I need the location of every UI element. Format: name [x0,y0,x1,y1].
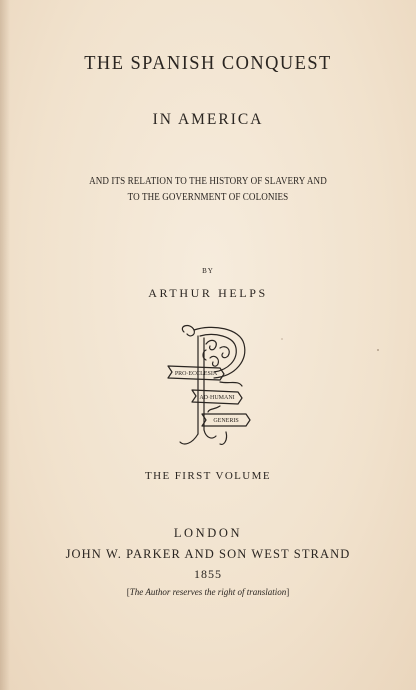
rights-close-bracket: ] [286,587,290,597]
paper-speck [281,338,283,340]
description-line-1: AND ITS RELATION TO THE HISTORY OF SLAVERY AND [89,176,327,187]
translation-rights-note [0,587,416,597]
rights-open-bracket: [ [126,587,130,597]
device-ribbon-text-3: GENERIS [213,418,239,424]
paper-speck [377,349,379,351]
printers-device-emblem-icon [162,322,254,452]
publication-year: 1855 [194,567,222,581]
book-title: THE SPANISH CONQUEST [84,52,332,74]
device-ribbon-text-2: AD·HUMANI [199,395,235,401]
description-line-2: TO THE GOVERNMENT OF COLONIES [127,192,289,203]
book-subtitle: IN AMERICA [152,111,264,128]
device-ribbon-text-1: PRO·ECCLESIA [174,371,218,377]
by-label: BY [202,267,214,275]
volume-label: THE FIRST VOLUME [145,470,271,482]
rights-text: The Author reserves the right of translation [129,587,287,597]
publisher-name: JOHN W. PARKER AND SON WEST STRAND [65,547,351,561]
author-name: ARTHUR HELPS [148,286,268,300]
publication-place: LONDON [173,526,243,540]
